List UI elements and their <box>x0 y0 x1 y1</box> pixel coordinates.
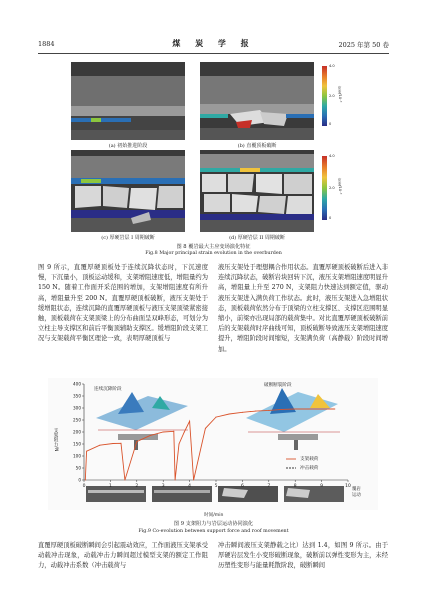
running-header <box>38 38 389 52</box>
body-text-left-2 <box>38 541 208 572</box>
colorbar-min-label: 0 <box>329 216 332 220</box>
support-load-point <box>205 428 206 429</box>
strain-image-c <box>71 150 185 232</box>
x-tick-label: 10 <box>345 484 351 489</box>
legend-impact-load: 冲击载荷 <box>300 466 319 471</box>
caption-c: (c) 厚硬岩层 I 周期破断 <box>101 235 155 241</box>
support-load-point <box>113 443 114 444</box>
y-tick-label: 400 <box>73 381 81 387</box>
strain-panel-a <box>71 62 185 140</box>
strain-panel-b <box>200 62 314 140</box>
strain-panel-d <box>200 150 314 232</box>
y-tick-label: 0 <box>78 477 81 483</box>
x-tick-label: 0 <box>82 484 86 489</box>
x-tick-label: 4 <box>188 484 192 489</box>
stage-label-fracture: 破断断裂阶段 <box>264 383 292 388</box>
y-tick-label: 250 <box>73 417 81 423</box>
colorbar-gradient <box>322 66 327 126</box>
stage-label-continuous: 连续沉降阶段 <box>94 387 122 392</box>
y-axis-label: 支架阻力/N <box>53 428 58 452</box>
y-tick-label: 150 <box>73 441 81 447</box>
strain-image-a <box>71 62 185 140</box>
colorbar-unit: 应变/10⁻³ <box>338 86 342 103</box>
caption-a: (a) 初始推进阶段 <box>108 143 148 149</box>
x-tick-label: 3 <box>161 484 165 489</box>
support-force-chart <box>48 378 378 510</box>
header-rule <box>38 53 389 54</box>
support-load-point <box>99 445 100 446</box>
support-load-point <box>334 408 335 409</box>
figure-9-caption-en: Fig.9 Co-evolution between support force and roof movement <box>138 529 289 534</box>
caption-b: (b) 直覆顶板破断 <box>237 143 277 149</box>
page-number: 1884 <box>38 40 55 48</box>
support-load-point <box>179 444 180 445</box>
support-load-point <box>250 411 251 412</box>
figure-9-caption-cn: 图 9 支架阻力与岩层运动协同演化 <box>173 521 254 527</box>
support-load-point <box>189 421 190 422</box>
colorbar-unit: 应变/10⁻³ <box>338 178 342 195</box>
support-load-point <box>173 431 174 432</box>
y-tick-label: 300 <box>73 405 81 411</box>
support-load-point <box>85 480 86 481</box>
figure-8-caption-cn: 图 8 覆岩最大主应变场演化特征 <box>176 244 251 250</box>
support-load-point <box>295 408 296 409</box>
support-load-point <box>124 480 125 481</box>
paragraph: 图 9 所示，直覆厚硬顶板处于连续沉降状态时，下沉速度慢，下沉量小，顶板运动缓和，支架增阻速度低，增阻量约为 150 N。随着工作面开采范围的增加，支架增阻速度有所升高，增阻量升至 200 N。直覆厚硬顶板破断，液压支架处于缓增阻状态，连续沉降的直覆厚硬顶板与液压支架顶梁紧密接触，顶板载荷在支架顶梁上的分布曲面呈双峰形态，可划分为立柱主导支撑区和前后平衡顶辅助支撑区。缓增阻阶段支架工况与支架载荷平衡区理论一致，表明厚硬顶板与 <box>38 264 209 343</box>
paragraph: 直覆厚硬顶板破断瞬间会引起震动效应，工作面液压支架承受动载冲击现象，动载冲击力瞬间超过模型支架的额定工作阻力，动载冲击系数（冲击载荷与 <box>38 542 209 570</box>
paragraph: 液压支架处于理想耦合作用状态。直覆厚硬顶板破断后进入非连续沉降状态，破断岩块回转下沉，液压支架增阻速度明显升高，增阻量上升至 270 N，支架阻力快速达到额定值，驱动液压支架进入满负荷工作状态。此时，液压支架进入急增阻状态，顶板载荷依然分布于顶梁的立柱支撑区、支撑区范围明显缩小，前梁亦出现局部的载荷集中。对比直覆厚硬顶板破断前后的支架载荷时序曲线可知，顶板破断导致液压支架增阻速度提升，增阻阶段时间缩短，支架满负荷（高静载）阶段时间增加。 <box>218 264 389 353</box>
caption-d: (d) 厚硬岩层 II 周期破断 <box>229 235 285 241</box>
x-tick-label: 7 <box>267 484 271 489</box>
x-tick-label: 9 <box>320 484 324 489</box>
support-load-point <box>242 412 243 413</box>
support-load-point <box>163 432 164 433</box>
paragraph: 冲击瞬间液压支架静载之比）达到 1.4，如图 9 所示。由于厚硬岩层发生小变形破断现象，破断前以弹性变形为主，未经历塑性变形与能量耗散阶段，破断瞬间 <box>218 542 389 570</box>
body-text-left-1 <box>38 263 208 345</box>
x-tick-label: 2 <box>135 484 139 489</box>
support-load-point <box>86 451 87 452</box>
volume-info: 2025 年第 50 卷 <box>338 41 389 49</box>
support-load-point <box>184 432 185 433</box>
colorbar-gradient <box>322 156 327 220</box>
support-load-point <box>175 480 176 481</box>
journal-title: 煤 炭 学 报 <box>172 38 255 48</box>
support-load-point <box>120 443 121 444</box>
y-tick-label: 100 <box>73 453 81 459</box>
strain-image-d <box>200 150 314 232</box>
y-tick-label: 350 <box>73 393 81 399</box>
figure-8-caption-en: Fig.8 Major principal strain evolution in the overburden <box>145 251 282 256</box>
colorbar-min-label: 0 <box>329 122 332 126</box>
support-load-point <box>136 441 137 442</box>
colorbar-max-label: 4.0 <box>329 154 335 158</box>
colorbar-mid-label: 2.0 <box>329 186 335 190</box>
support-load-point <box>321 408 322 409</box>
support-load-point <box>268 410 269 411</box>
support-load-point <box>150 435 151 436</box>
x-tick-label: 6 <box>240 484 244 489</box>
legend-static-load: 支架载荷 <box>300 457 319 462</box>
colorbar-max-label: 4.0 <box>329 64 335 68</box>
sub-panel-label: 覆岩运动 <box>352 487 361 498</box>
x-axis-label: 时间/min <box>204 513 224 518</box>
y-tick-label: 200 <box>73 429 81 435</box>
strain-panel-c <box>71 150 185 232</box>
support-load-point <box>308 408 309 409</box>
support-load-point <box>193 480 194 481</box>
figure-9 <box>48 378 378 510</box>
support-load-point <box>282 409 283 410</box>
x-tick-label: 1 <box>108 484 112 489</box>
y-tick-label: 50 <box>75 465 81 471</box>
x-tick-label: 8 <box>293 484 297 489</box>
strain-image-b <box>200 62 314 140</box>
support-load-point <box>216 417 217 418</box>
support-load-point <box>255 411 256 412</box>
x-tick-label: 5 <box>214 484 218 489</box>
support-load-point <box>229 414 230 415</box>
colorbar-mid-label: 2.0 <box>329 94 335 98</box>
body-text-right-1 <box>218 263 388 355</box>
body-text-right-2 <box>218 541 388 572</box>
